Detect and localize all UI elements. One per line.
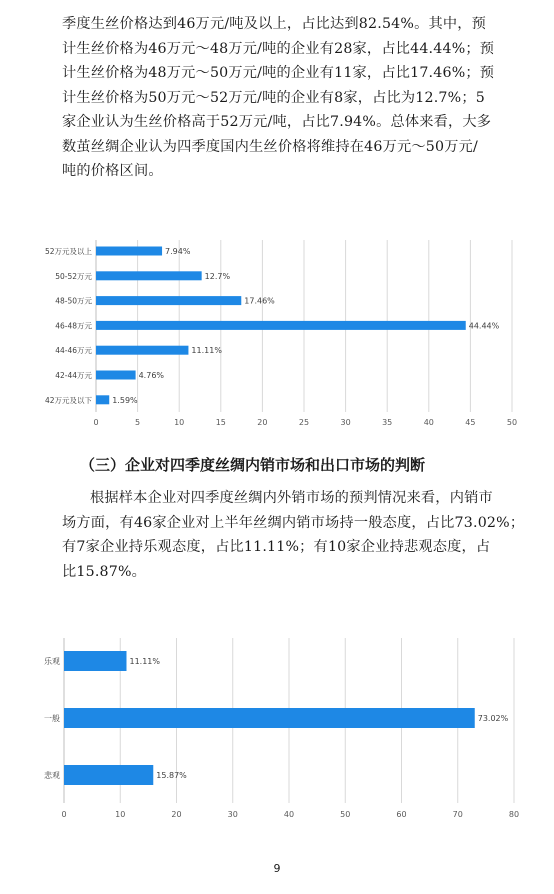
data-label: 11.11% xyxy=(191,346,222,356)
data-label: 73.02% xyxy=(477,714,509,723)
x-tick-label: 40 xyxy=(283,810,295,819)
x-tick-label: 30 xyxy=(227,810,238,819)
x-tick-label: 20 xyxy=(171,810,182,819)
text-line: 比15.87%。 xyxy=(62,563,147,580)
x-tick-label: 25 xyxy=(298,418,310,427)
x-tick-label: 50 xyxy=(506,418,518,427)
text-line: 有7家企业持乐观态度，占比11.11%；有10家企业持悲观态度，占 xyxy=(62,539,491,555)
text-line: 计生丝价格为46万元～48万元/吨的企业有28家，占比44.44%；预 xyxy=(62,40,495,57)
category-label: 乐观 xyxy=(44,657,60,666)
category-label: 42万元及以下 xyxy=(44,395,92,405)
x-tick-label: 50 xyxy=(340,810,351,819)
data-label: 17.46% xyxy=(244,296,275,306)
bar xyxy=(96,395,109,404)
data-label: 15.87% xyxy=(156,771,187,780)
data-label: 1.59% xyxy=(112,395,138,405)
x-tick-label: 10 xyxy=(115,810,126,819)
data-label: 7.94% xyxy=(165,247,191,256)
x-tick-label: 70 xyxy=(452,810,463,819)
data-label: 4.76% xyxy=(138,371,165,380)
data-label: 44.44% xyxy=(468,321,500,331)
bar xyxy=(64,651,126,671)
bar xyxy=(96,371,136,380)
category-label: 一般 xyxy=(44,714,60,723)
bar xyxy=(96,247,162,256)
x-tick-label: 30 xyxy=(340,418,351,427)
category-label: 42-44万元 xyxy=(55,371,92,380)
x-tick-label: 5 xyxy=(135,418,141,427)
x-tick-label: 80 xyxy=(508,810,520,819)
x-tick-label: 0 xyxy=(93,418,99,427)
category-label: 50-52万元 xyxy=(55,271,92,281)
category-label: 52万元及以上 xyxy=(44,247,92,256)
x-tick-label: 45 xyxy=(465,418,476,427)
x-tick-label: 10 xyxy=(174,418,185,427)
text-line: 家企业认为生丝价格高于52万元/吨，占比7.94%。总体来看，大多 xyxy=(62,114,492,130)
bar xyxy=(96,321,466,330)
data-label: 12.7% xyxy=(204,271,231,281)
bar xyxy=(96,271,202,280)
x-tick-label: 60 xyxy=(396,810,407,819)
text-line: 季度生丝价格达到46万元/吨及以上，占比达到82.54%。其中，预 xyxy=(62,16,487,32)
x-tick-label: 35 xyxy=(382,418,393,427)
bar xyxy=(64,765,153,785)
text-line: 根据样本企业对四季度丝绸内外销市场的预判情况来看，内销市 xyxy=(90,490,493,506)
category-label: 48-50万元 xyxy=(55,296,92,306)
page-number: 9 xyxy=(273,862,281,875)
text-line: 计生丝价格为48万元～50万元/吨的企业有11家，占比17.46%；预 xyxy=(62,65,495,81)
x-tick-label: 20 xyxy=(257,418,268,427)
x-tick-label: 0 xyxy=(61,810,67,819)
section-heading: （三）企业对四季度丝绸内销市场和出口市场的判断 xyxy=(80,456,426,474)
bar xyxy=(96,346,188,355)
text-line: 场方面，有46家企业对上半年丝绸内销市场持一般态度，占比73.02%； xyxy=(62,514,525,531)
category-label: 44-46万元 xyxy=(55,346,92,356)
text-line: 吨的价格区间。 xyxy=(62,163,163,179)
text-line: 数茧丝绸企业认为四季度国内生丝价格将维持在46万元～50万元/ xyxy=(62,138,478,155)
category-label: 悲观 xyxy=(44,771,60,780)
bar xyxy=(64,708,475,728)
data-label: 11.11% xyxy=(129,657,161,666)
text-line: 计生丝价格为50万元～52万元/吨的企业有8家，占比为12.7%；5 xyxy=(62,89,485,106)
x-tick-label: 15 xyxy=(215,418,226,427)
category-label: 46-48万元 xyxy=(55,321,92,331)
paragraph-market-judgement xyxy=(62,486,525,584)
x-tick-label: 40 xyxy=(423,418,434,427)
bar xyxy=(96,296,241,305)
